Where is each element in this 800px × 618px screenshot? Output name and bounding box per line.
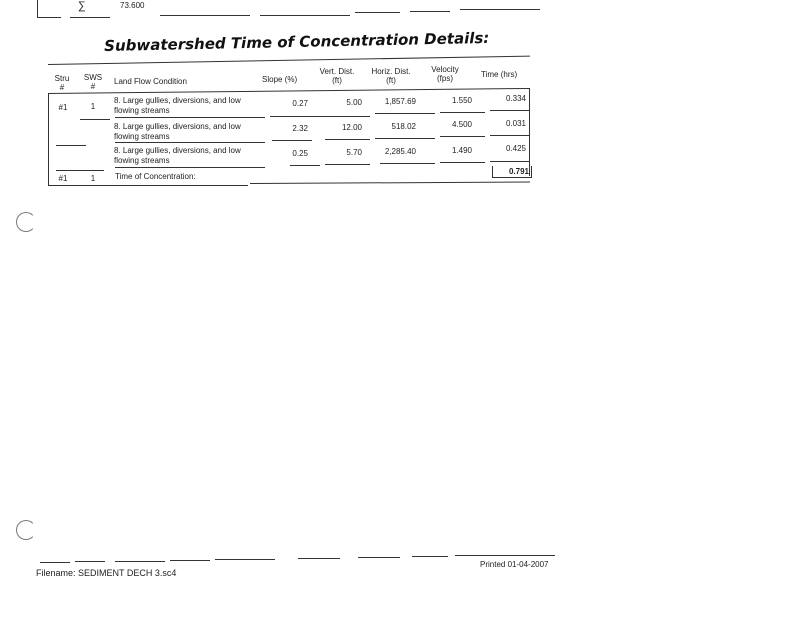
top-fragment-left-border — [37, 0, 38, 18]
row1-velocity: 1.550 — [451, 96, 472, 105]
row2-horiz-dist: 518.02 — [391, 122, 416, 131]
binder-hole — [16, 520, 36, 540]
row3-horiz-dist: 2,285.40 — [384, 147, 416, 156]
row-rule — [115, 117, 265, 118]
row1-time: 0.334 — [505, 94, 526, 103]
footer-rule — [358, 557, 400, 558]
total-label: Time of Concentration: — [115, 172, 196, 181]
total-time-value: 0.791 — [492, 166, 532, 178]
row2-condition: 8. Large gullies, diversions, and low flowing streams — [114, 122, 241, 141]
table-top-rule — [48, 56, 530, 65]
row1-condition: 8. Large gullies, diversions, and low flowing streams — [114, 96, 241, 115]
row3-vert-dist: 5.70 — [346, 148, 362, 157]
row-rule — [80, 119, 110, 120]
row3-condition: 8. Large gullies, diversions, and low flowing streams — [114, 146, 241, 165]
header-time: Time (hrs) — [481, 70, 518, 79]
footer-rule — [298, 558, 340, 559]
footer-rule — [115, 561, 165, 562]
table-right-border — [529, 88, 530, 176]
row3-slope: 0.25 — [292, 149, 308, 158]
header-vert-dist: Vert. Dist. (ft) — [319, 67, 355, 85]
row-rule — [490, 135, 530, 136]
row3-time: 0.425 — [505, 144, 526, 153]
row-rule — [375, 138, 435, 139]
header-sws: SWS # — [83, 73, 103, 91]
total-sws: 1 — [90, 174, 96, 183]
row-rule — [56, 145, 86, 146]
row1-horiz-dist: 1,857.69 — [384, 97, 416, 106]
row-rule — [290, 165, 320, 166]
footer-printed-date: Printed 01-04-2007 — [480, 560, 549, 569]
binder-hole — [16, 212, 36, 232]
row1-stru: #1 — [58, 103, 68, 112]
footer-rule — [75, 561, 105, 562]
row-rule — [440, 112, 485, 113]
header-slope: Slope (%) — [262, 75, 298, 84]
top-fragment-rule — [160, 15, 250, 16]
header-land-flow-condition: Land Flow Condition — [114, 77, 187, 86]
header-stru: Stru # — [54, 74, 70, 92]
total-stru: #1 — [58, 174, 68, 183]
row1-slope: 0.27 — [292, 99, 308, 108]
table-bottom-rule — [250, 182, 530, 184]
row2-velocity: 4.500 — [451, 120, 472, 129]
footer-rule — [455, 555, 555, 556]
footer-rule — [170, 560, 210, 561]
footer-rule — [412, 556, 448, 557]
footer-rule — [215, 559, 275, 560]
table-bottom-rule — [48, 185, 248, 186]
row3-velocity: 1.490 — [451, 146, 472, 155]
header-bottom-rule — [48, 88, 530, 94]
row-rule — [115, 167, 265, 168]
row-rule — [440, 136, 485, 137]
row2-time: 0.031 — [505, 119, 526, 128]
row1-vert-dist: 5.00 — [346, 98, 362, 107]
sigma-symbol: ∑ — [78, 0, 86, 12]
row-rule — [490, 110, 530, 111]
footer-rule — [40, 562, 70, 563]
row1-sws: 1 — [90, 102, 96, 111]
table-left-border — [48, 93, 49, 186]
footer-filename: Filename: SEDIMENT DECH 3.sc4 — [36, 568, 177, 578]
row-rule — [272, 140, 312, 141]
row-rule — [56, 170, 104, 171]
row2-slope: 2.32 — [292, 124, 308, 133]
section-title: Subwatershed Time of Concentration Details: — [104, 28, 490, 55]
top-fragment-rule — [70, 17, 110, 18]
row-rule — [325, 164, 370, 165]
top-fragment-rule — [460, 9, 540, 10]
row-rule — [380, 163, 435, 164]
top-fragment-value: 73.600 — [120, 1, 145, 10]
row-rule — [490, 161, 530, 162]
row-rule — [440, 162, 485, 163]
row-rule — [325, 139, 370, 140]
top-fragment-rule — [37, 17, 61, 18]
header-velocity: Velocity (fps) — [431, 65, 459, 83]
top-fragment-rule — [260, 15, 350, 16]
row-rule — [270, 116, 370, 117]
top-fragment-rule — [355, 12, 400, 13]
row-rule — [115, 142, 265, 143]
header-horiz-dist: Horiz. Dist. (ft) — [371, 67, 411, 85]
top-fragment-rule — [410, 11, 450, 12]
row-rule — [375, 113, 435, 114]
row2-vert-dist: 12.00 — [341, 123, 362, 132]
